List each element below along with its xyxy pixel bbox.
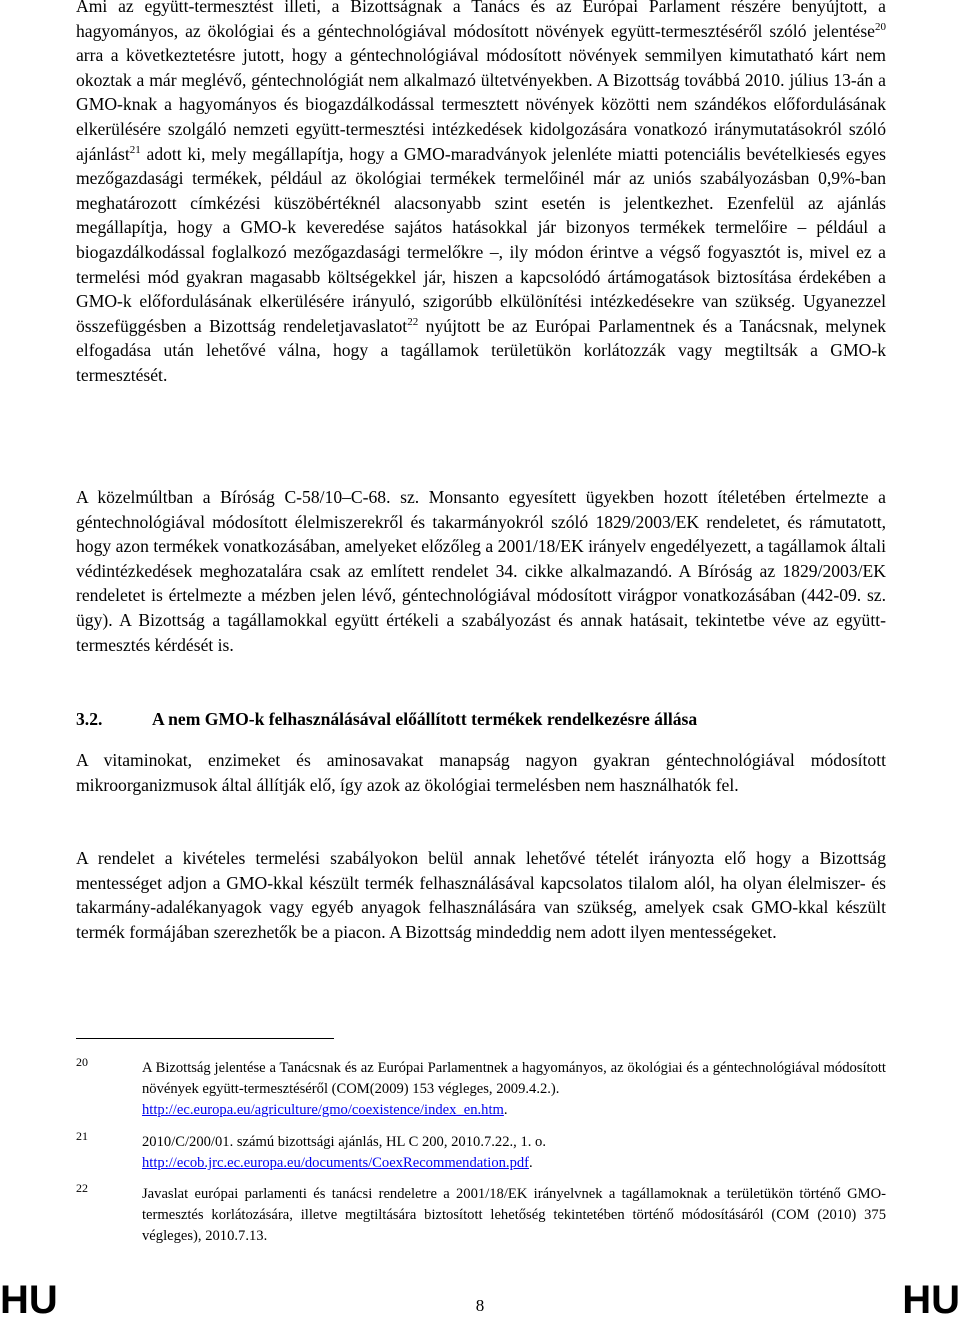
section-title: A nem GMO-k felhasználásával előállított termékek rendelkezésre állása <box>152 709 698 729</box>
paragraph-exemptions: A rendelet a kivételes termelési szabályokon belül annak lehetővé tételét irányozta elő hogy a Bizottság mentességet adjon a GMO-kkal készült termék felhasználásával kapcsolatos tilalom alól, ha olyan élelmiszer- és takarmány-adalékanyagok vagy egyéb anyagok felhasználására van szükség, amelyek csak GMO-kkal készült termék formájában szerezhetők be a piacon. A Bizottság mindeddig nem adott ilyen mentességeket. <box>76 848 886 942</box>
paragraph-text: adott ki, mely megállapítja, hogy a GMO-maradványok jelenléte miatti potenciális bevételkiesés egyes mezőgazdasági termékek, például az ökológiai termékek termelőinél már az uniós szabályozásban 0,9%-ban meghatározott címkézési küszöbértéknél alacsonyabb szint esetén is jelentkezhet. Ezenfelül az ajánlás megállapítja, hogy a GMO-k keveredése sajátos hatásokkal jár bizonyos termékek termelőire – például a biogazdálkodással foglalkozó mezőgazdasági termelőkre –, ily módon érintve a végső fogyasztót is, mivel ez a termelési mód gyakran magasabb költségekkel jár, hiszen a kapcsolódó ártámogatások biztosítása érdekében a GMO-k előfordulásának elkerülésére irányuló, szigorúbb elkülönítési intézkedésekre van szükség. Ugyanezzel összefüggésben a Bizottság rendeletjavaslatot <box>76 143 886 336</box>
footnote-text: A Bizottság jelentése a Tanácsnak és az Európai Parlamentnek a hagyományos, az ökológiai és a géntechnológiával módosított növények együtt-termesztéséről (COM(2009) 153 végleges, 2009.4.2.). <box>142 1060 886 1097</box>
footnote-20 <box>76 1055 886 1121</box>
footnote-ref-22[interactable]: 22 <box>407 315 419 328</box>
section-number: 3.2. <box>76 709 103 729</box>
footnote-21 <box>76 1129 886 1174</box>
footnote-text: 2010/C/200/01. számú bizottsági ajánlás, HL C 200, 2010.7.22., 1. o. <box>142 1134 546 1150</box>
footnote-number: 20 <box>76 1055 88 1069</box>
page-number: 8 <box>475 1296 485 1315</box>
paragraph-court-ruling: A közelmúltban a Bíróság C-58/10–C-68. sz. Monsanto egyesített ügyekben hozott ítéletében értelmezte a géntechnológiával módosított élelmiszerekről és takarmányokról szóló 1829/2003/EK rendeletet, és rámutatott, hogy azon termékek vonatkozásában, amelyeket előzőleg a 2001/18/EK irányelv engedélyezett, a tagállamok általi védintézkedések meghozatalára csak az említett rendelet 34. cikke alkalmazandó. A Bíróság az 1829/2003/EK rendeletet is értelmezte a mézben jelen lévő, géntechnológiával módosított virágpor vonatkozásában (442-09. sz. ügy). A Bizottság a tagállamokkal együtt értékeli a szabályozást és annak hatásait, tekintetbe véve az együtt-termesztés kérdését is. <box>76 487 886 655</box>
language-code-left: HU <box>0 1278 58 1322</box>
footnote-number: 22 <box>76 1181 88 1195</box>
paragraph-vitamins: A vitaminokat, enzimeket és aminosavakat manapság nagyon gyakran géntechnológiával módosított mikroorganizmusok által állítják elő, így azok az ökológiai termelésben nem használhatók fel. <box>76 750 886 795</box>
footnote-punct: . <box>503 1102 508 1118</box>
language-code-right: HU <box>902 1278 960 1322</box>
paragraph-coexistence <box>76 0 886 388</box>
footnote-separator <box>76 1038 334 1039</box>
paragraph-text: arra a következtetésre jutott, hogy a géntechnológiával módosított növények semmilyen kimutatható kárt nem okoztak a már meglévő, géntechnológiát nem alkalmazó ültetvényekben. A Bizottság továbbá 2010. július 13-án a GMO-knak a hagyományos és biogazdálkodással termesztett növények közötti nem szándékos előfordulásának elkerülésére szolgáló nemzeti együtt-termesztési intézkedések kidolgozására vonatkozó iránymutatásokról szóló ajánlást <box>76 45 886 164</box>
footnote-punct: . <box>529 1155 533 1171</box>
footnote-link[interactable]: http://ecob.jrc.ec.europa.eu/documents/CoexRecommendation.pdf <box>142 1155 530 1171</box>
footnote-link[interactable]: http://ec.europa.eu/agriculture/gmo/coexistence/index_en.htm <box>142 1102 504 1118</box>
paragraph-text: nyújtott be az Európai Parlamentnek és a Tanácsnak, melynek elfogadása után lehetővé válna, hogy a tagállamok területükön korlátozzák vagy megtiltsák a GMO-k termesztését. <box>76 315 886 385</box>
footnote-text: Javaslat európai parlamenti és tanácsi rendeletre a 2001/18/EK irányelvnek a tagállamoknak a területükön történő GMO-termesztés korlátozására, illetve megtiltására biztosított lehetőség tekintetében történő módosításáról (COM (2010) 375 végleges), 2010.7.13. <box>142 1186 886 1244</box>
footnote-ref-20[interactable]: 20 <box>875 20 886 33</box>
footnote-22 <box>76 1181 886 1247</box>
paragraph-text: Ami az együtt-termesztést illeti, a Bizottságnak a Tanács és az Európai Parlament részére benyújtott, a hagyományos, az ökológiai és a géntechnológiával módosított növények együtt-termesztéséről szóló jelentése <box>76 0 886 41</box>
section-heading <box>76 707 886 731</box>
footnote-ref-21[interactable]: 21 <box>129 143 141 156</box>
footnote-number: 21 <box>76 1129 88 1143</box>
